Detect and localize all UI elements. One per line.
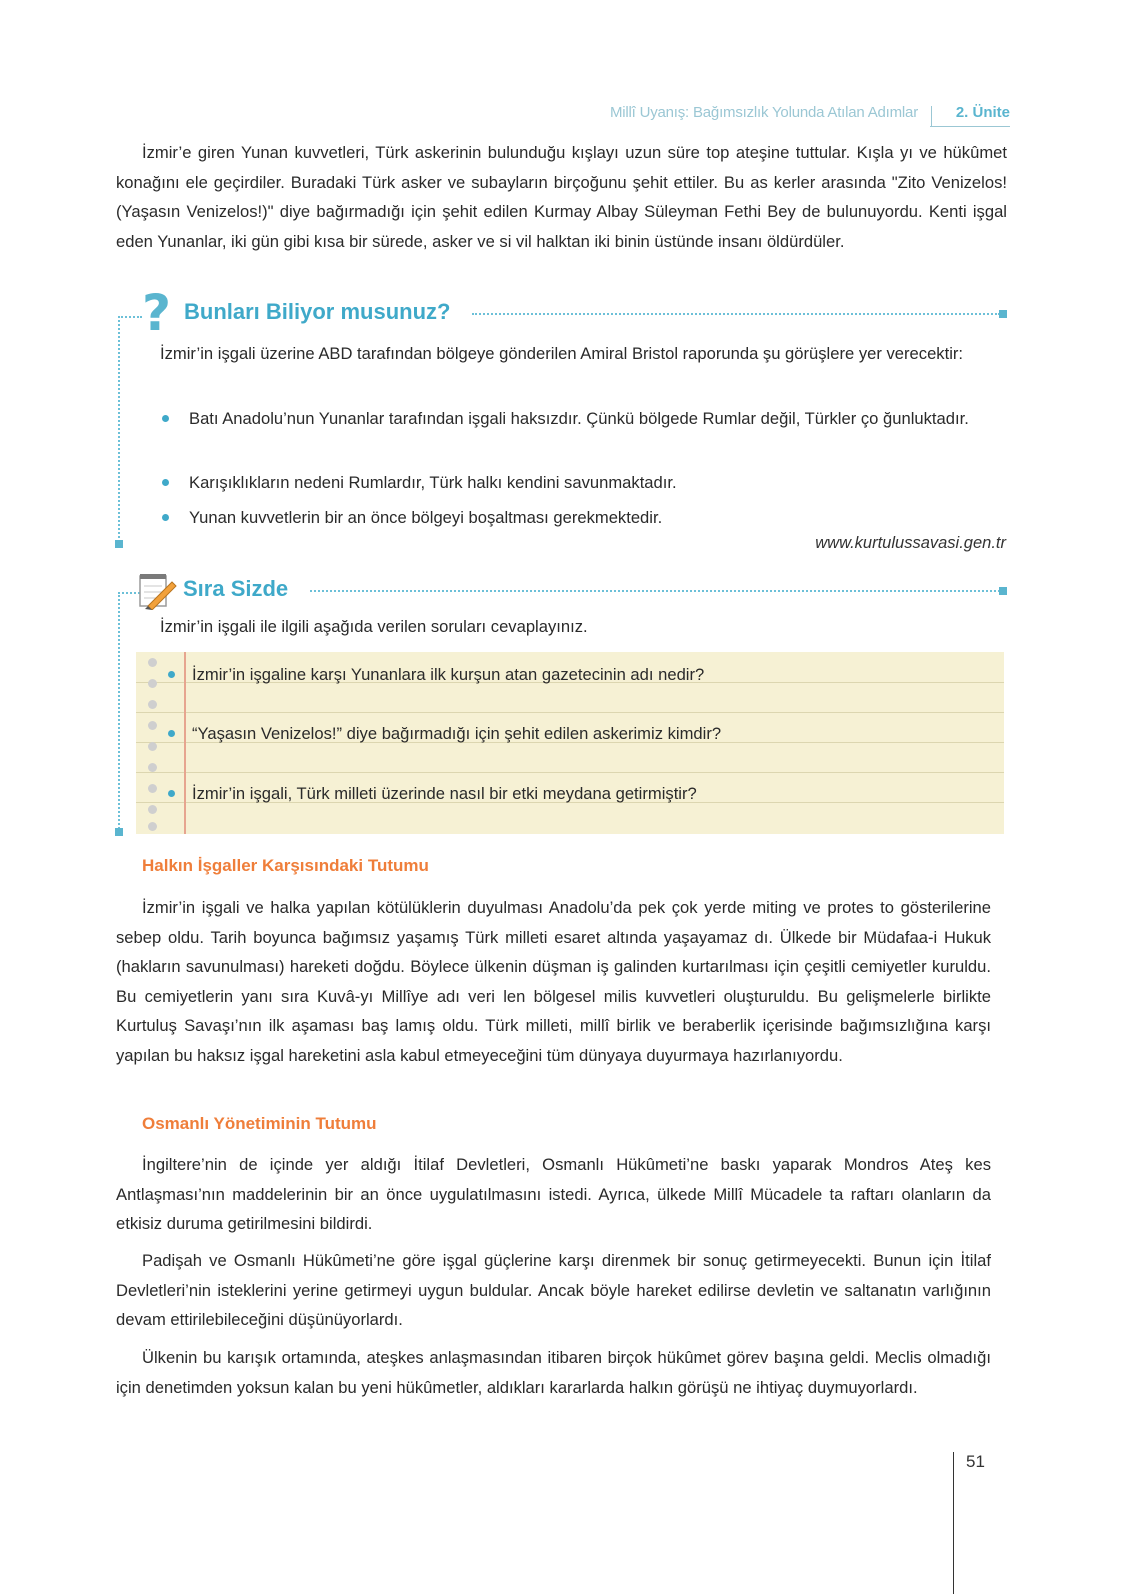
- did-you-know-intro-line: yer verecektir:: [858, 344, 964, 363]
- box-top-border: [472, 313, 1000, 315]
- paragraph-line: galinden kurtarılması için çeşitli cemiyetler kuruldu. Bu cemiyetlerin yanı sıra Kuvâ-yı Millîye adı veri: [116, 957, 991, 1006]
- paragraph-line: lamış oldu. Türk milleti, millî birlik ve beraberlik içerisinde bağımsızlığına karşı yapılan bu haksız işgal: [116, 1016, 991, 1065]
- list-item: [162, 404, 1007, 464]
- question-mark-icon: [140, 288, 178, 338]
- page-number-rule: [953, 1452, 954, 1594]
- paragraph-line: dı. Ülkede bir Müdafaa-i Hukuk (hakların savunulması) hareketi doğdu. Böylece ülkenin düşman iş: [116, 927, 991, 976]
- bullet-line: Yunan kuvvetlerin bir an önce bölgeyi boşaltması gerekmektedir.: [189, 508, 663, 527]
- intro-line: vil halktan iki binin üstünde insanı öldürdüler.: [516, 231, 845, 251]
- section1-paragraph: [116, 893, 991, 1070]
- paragraph-line: ne ihtiyaç duymuyorlardı.: [733, 1377, 918, 1397]
- notebook-hole: [148, 822, 157, 831]
- notebook-hole: [148, 658, 157, 667]
- paragraph-line: devletin ve saltanatın varlığının devam ettirilebileceğini düşünüyorlardı.: [116, 1280, 991, 1329]
- section-heading: Halkın İşgaller Karşısındaki Tutumu: [142, 856, 429, 875]
- did-you-know-intro: [134, 339, 1007, 369]
- notebook-hole: [148, 742, 157, 751]
- paragraph-line: hareketini asla kabul etmeyeceğini tüm dünyaya duyurmaya hazırlanıyordu.: [288, 1045, 843, 1065]
- bullet-icon: [162, 514, 169, 521]
- bullet-icon: [162, 415, 169, 422]
- section2-paragraph: [116, 1150, 991, 1239]
- notebook-panel: [136, 652, 1004, 834]
- section-heading: Osmanlı Yönetiminin Tutumu: [142, 1114, 377, 1133]
- bullet-icon: [168, 790, 175, 797]
- intro-line: yı ve hükûmet konağını ele geçirdiler. Buradaki Türk asker ve subayların birçoğunu şehit ettiler. Bu as: [116, 143, 1007, 192]
- box-left-border: [118, 592, 120, 832]
- notebook-hole: [148, 700, 157, 709]
- bullet-line: Batı Anadolu’nun Yunanlar tarafından işgali haksızdır. Çünkü bölgede Rumlar değil, Türkler ço: [189, 409, 879, 428]
- box-top-border-left: [118, 592, 140, 594]
- box-left-border: [118, 316, 120, 542]
- notebook-hole: [148, 763, 157, 772]
- bullet-icon: [168, 671, 175, 678]
- header-separator: [931, 106, 932, 126]
- bullet-line: Karışıklıkların nedeni Rumlardır, Türk halkı kendini savunmaktadır.: [189, 473, 677, 492]
- box-corner-marker: [999, 310, 1007, 318]
- bullet-icon: [168, 730, 175, 737]
- pencil-notepad-icon: [138, 572, 178, 610]
- your-turn-title: Sıra Sizde: [183, 576, 289, 601]
- paragraph-line: İngiltere’nin de içinde yer aldığı İtilaf Devletleri, Osmanlı Hükûmeti’ne baskı yaparak Mondros Ateş: [142, 1155, 953, 1174]
- header-underline: [930, 126, 1010, 127]
- question-text: İzmir’in işgali, Türk milleti üzerinde nasıl bir etki meydana getirmiştir?: [192, 784, 697, 803]
- notebook-hole: [148, 805, 157, 814]
- paragraph-line: Padişah ve Osmanlı Hükûmeti’ne göre işgal güçlerine karşı direnmek bir sonuç getirmeyecekti.: [142, 1251, 874, 1270]
- paragraph-line: Ülkenin bu karışık ortamında, ateşkes anlaşmasından itibaren birçok hükûmet görev başına geldi.: [142, 1348, 875, 1367]
- your-turn-intro: İzmir’in işgali ile ilgili aşağıda verilen soruları cevaplayınız.: [160, 617, 588, 636]
- notebook-margin-line: [184, 652, 186, 834]
- page-number: 51: [966, 1452, 985, 1471]
- notebook-hole: [148, 721, 157, 730]
- notebook-hole: [148, 784, 157, 793]
- paragraph-line: İzmir’in işgali ve halka yapılan kötülüklerin duyulması Anadolu’da pek çok yerde miting ve protes: [142, 898, 874, 917]
- did-you-know-title: Bunları Biliyor musunuz?: [184, 299, 451, 324]
- section2-paragraph: [116, 1343, 991, 1402]
- box-corner-marker: [999, 587, 1007, 595]
- list-item: [162, 503, 1007, 533]
- bullet-icon: [162, 479, 169, 486]
- page-header: [540, 104, 1010, 130]
- question-text: İzmir’in işgaline karşı Yunanlara ilk kurşun atan gazetecinin adı nedir?: [192, 665, 705, 684]
- paragraph-line: Meclis olmadığı için denetimden yoksun kalan bu yeni hükûmetler, aldıkları kararlarda halkın görüşü: [116, 1348, 991, 1397]
- svg-text:?: ?: [142, 288, 172, 338]
- box-top-border-left: [118, 316, 142, 318]
- bullet-line: ğunluktadır.: [883, 409, 969, 428]
- did-you-know-intro-line: İzmir’in işgali üzerine ABD tarafından bölgeye gönderilen Amiral Bristol raporunda şu görüşlere: [160, 344, 859, 363]
- header-unit: 2. Ünite: [955, 104, 1010, 121]
- header-title: Millî Uyanış: Bağımsızlık Yolunda Atılan Adımlar: [609, 104, 918, 121]
- paragraph-line: kes Antlaşması’nın maddelerinin bir an önce uygulatılmasını istedi. Ayrıca, ülkede Millî Mücadele ta: [116, 1155, 991, 1204]
- question-text: “Yaşasın Venizelos!” diye bağırmadığı için şehit edilen askerimiz kimdir?: [192, 724, 722, 743]
- list-item: [162, 468, 1007, 498]
- intro-paragraph: [116, 138, 1007, 256]
- paragraph-line: len bölgesel milis kuvvetleri oluşturuldu. Bu gelişmelerle birlikte Kurtuluş Savaşı’nın ilk aşaması baş: [116, 986, 991, 1035]
- intro-line: Süleyman Fethi Bey de bulunuyordu. Kenti işgal eden Yunanlar, iki gün gibi kısa bir sürede, asker ve si: [116, 202, 1007, 251]
- notebook-hole: [148, 679, 157, 688]
- intro-line: İzmir’e giren Yunan kuvvetleri, Türk askerinin bulunduğu kışlayı uzun süre top ateşine tuttular. Kışla: [142, 143, 894, 162]
- paragraph-line: raftarı olanların da etkisiz duruma getirilmesini bildirdi.: [116, 1184, 991, 1233]
- section2-paragraph: [116, 1246, 991, 1335]
- source-citation: www.kurtulussavasi.gen.tr: [815, 534, 1006, 552]
- paragraph-line: Bunun için İtilaf Devletleri’nin isteklerini yerine getirmeyi uygun buldular. Ancak böyle hareket edilirse: [116, 1251, 991, 1300]
- box-corner-marker: [115, 540, 123, 548]
- paragraph-line: to gösterilerine sebep oldu. Tarih boyunca bağımsız yaşamış Türk milleti esaret altında yaşayamaz: [116, 898, 991, 947]
- box-corner-marker: [115, 828, 123, 836]
- box-top-border: [310, 590, 1000, 592]
- intro-line: kerler arasında "Zito Venizelos! (Yaşasın Venizelos!)" diye bağırmadığı için şehit edilen Kurmay Albay: [116, 172, 1007, 221]
